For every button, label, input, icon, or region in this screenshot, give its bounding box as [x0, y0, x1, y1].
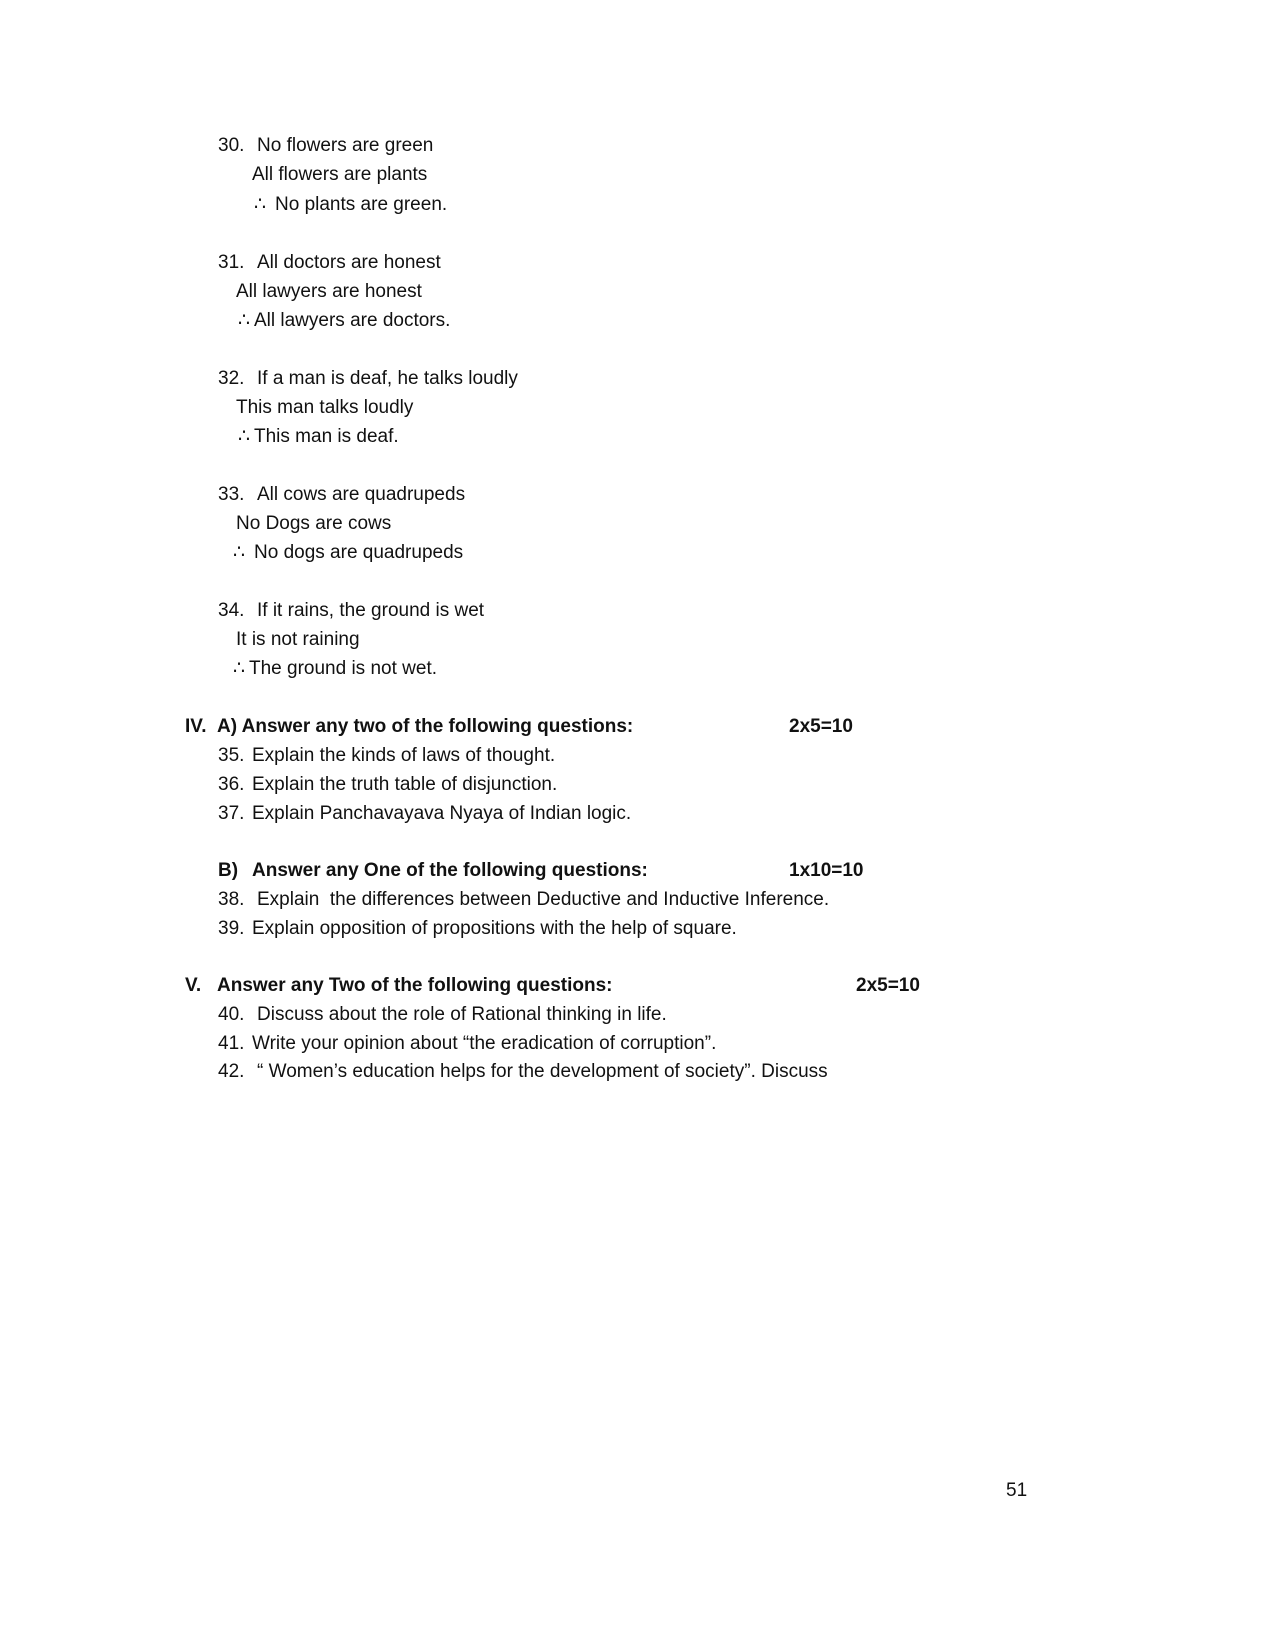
question-number: 40.	[218, 1004, 245, 1025]
section-b-heading: Answer any One of the following questions:	[252, 860, 648, 881]
question-number: 41.	[218, 1033, 245, 1054]
premise-2: No Dogs are cows	[236, 513, 392, 534]
problem-number: 31.	[218, 252, 245, 273]
question-number: 42.	[218, 1061, 245, 1082]
section-roman-numeral: V.	[185, 975, 202, 996]
premise-1: If a man is deaf, he talks loudly	[257, 368, 518, 389]
conclusion: All lawyers are doctors.	[254, 310, 451, 331]
premise-1: If it rains, the ground is wet	[257, 600, 485, 621]
question-text: Explain opposition of propositions with the help of square.	[252, 918, 737, 939]
premise-2: This man talks loudly	[236, 397, 414, 418]
conclusion: No plants are green.	[275, 194, 448, 215]
section-a-marks: 2x5=10	[789, 716, 853, 737]
conclusion: The ground is not wet.	[249, 658, 437, 679]
therefore-symbol: ∴	[233, 658, 246, 679]
question-text: Explain the truth table of disjunction.	[252, 774, 558, 795]
therefore-symbol: ∴	[238, 426, 251, 447]
section-roman-numeral: IV.	[185, 716, 207, 737]
question-text: Discuss about the role of Rational thinking in life.	[257, 1004, 667, 1025]
question-text: Explain Panchavayava Nyaya of Indian logic.	[252, 803, 632, 824]
question-text: “ Women’s education helps for the development of society”. Discuss	[257, 1061, 828, 1082]
conclusion: This man is deaf.	[254, 426, 399, 447]
page-number: 51	[1006, 1480, 1028, 1501]
question-text: Explain the differences between Deductive and Inductive Inference.	[257, 889, 830, 910]
premise-2: It is not raining	[236, 629, 360, 650]
conclusion: No dogs are quadrupeds	[254, 542, 464, 563]
premise-1: All cows are quadrupeds	[257, 484, 466, 505]
therefore-symbol: ∴	[254, 194, 267, 215]
premise-2: All lawyers are honest	[236, 281, 422, 302]
premise-1: All doctors are honest	[257, 252, 441, 273]
therefore-symbol: ∴	[233, 542, 246, 563]
problem-number: 34.	[218, 600, 245, 621]
question-number: 37.	[218, 803, 245, 824]
problem-number: 33.	[218, 484, 245, 505]
question-number: 36.	[218, 774, 245, 795]
question-text: Write your opinion about “the eradication of corruption”.	[252, 1033, 717, 1054]
problem-number: 30.	[218, 135, 245, 156]
premise-2: All flowers are plants	[252, 164, 428, 185]
section-b-marks: 1x10=10	[789, 860, 864, 881]
question-text: Explain the kinds of laws of thought.	[252, 745, 556, 766]
section-a-heading: A) Answer any two of the following questions:	[217, 716, 634, 737]
section-b-label: B)	[218, 860, 239, 881]
section-v-marks: 2x5=10	[856, 975, 920, 996]
question-number: 39.	[218, 918, 245, 939]
question-number: 35.	[218, 745, 245, 766]
therefore-symbol: ∴	[238, 310, 251, 331]
section-v-heading: Answer any Two of the following questions:	[217, 975, 613, 996]
problem-number: 32.	[218, 368, 245, 389]
premise-1: No flowers are green	[257, 135, 434, 156]
question-number: 38.	[218, 889, 245, 910]
